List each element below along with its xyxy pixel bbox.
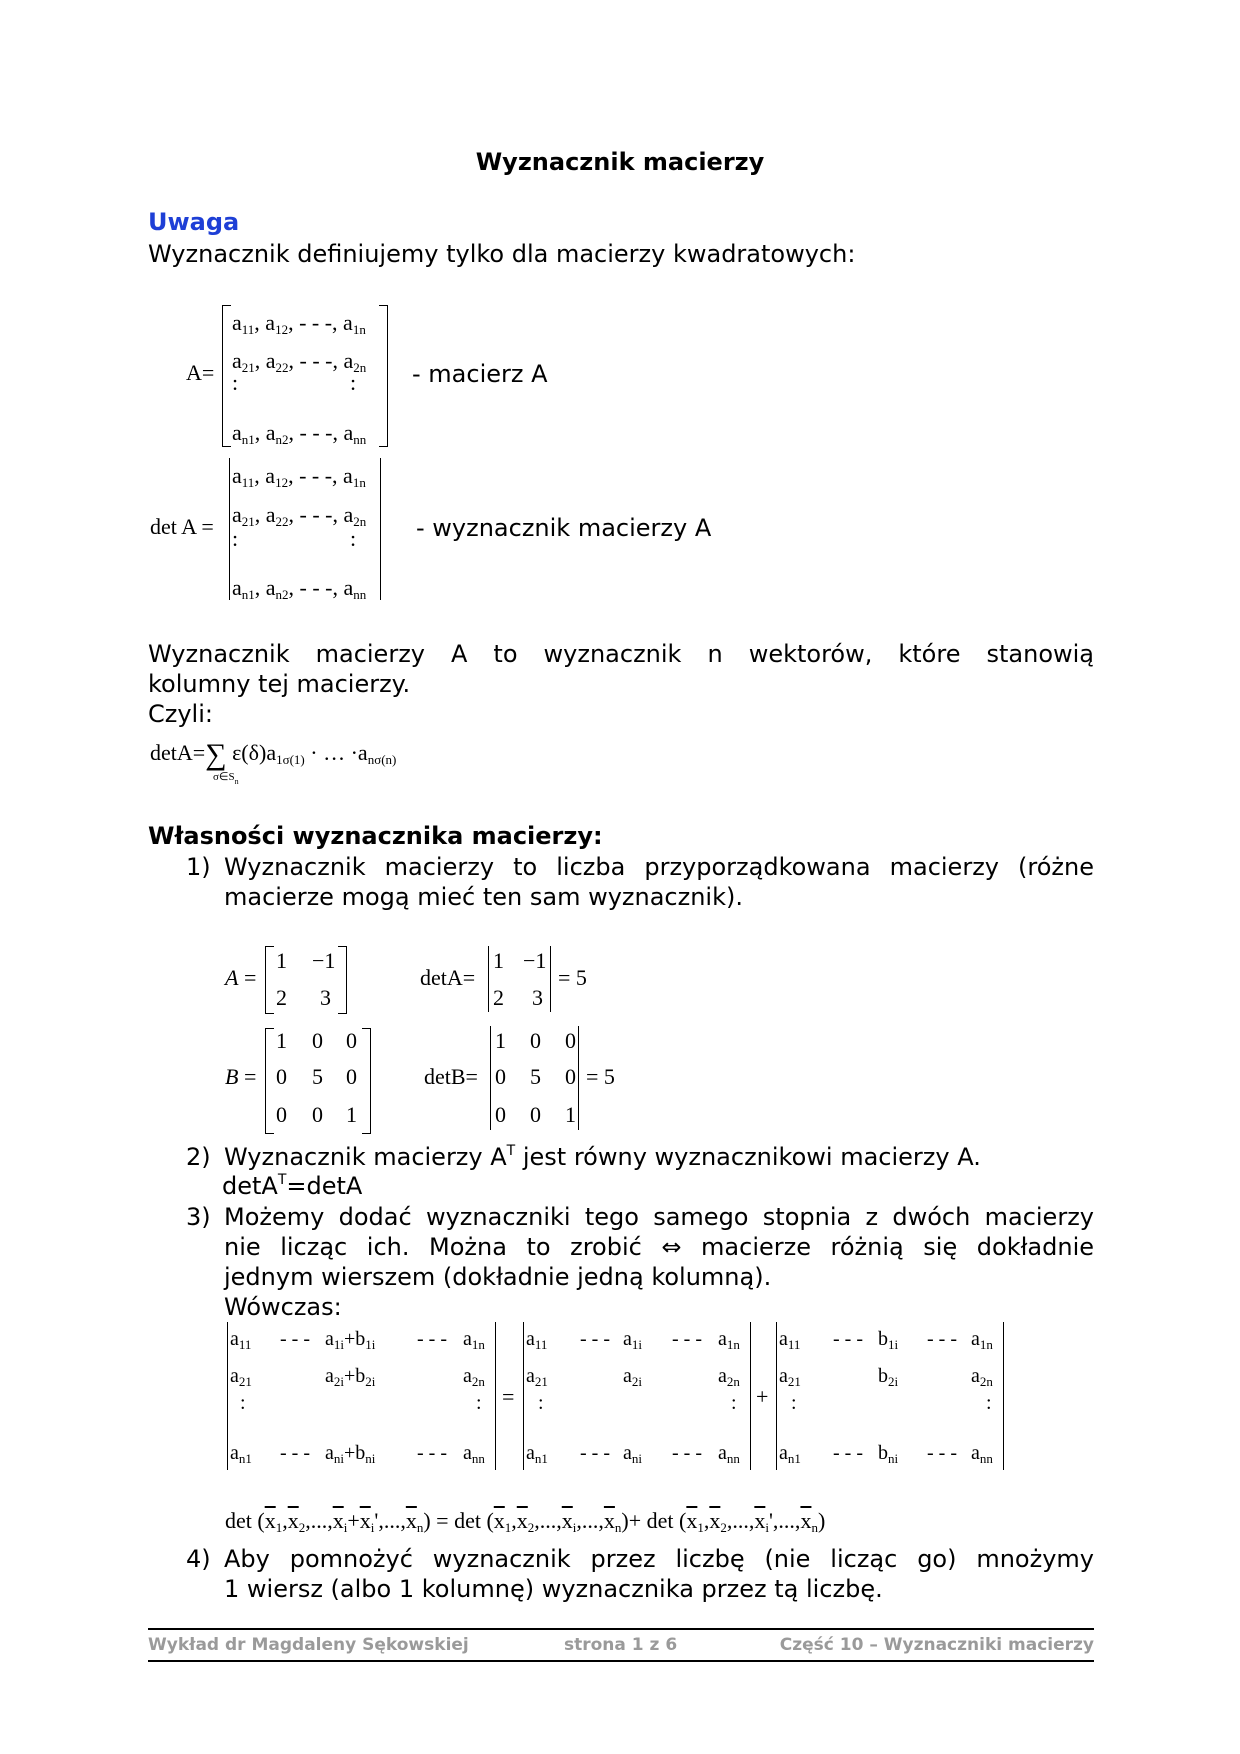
sum-det-1-cell: $a_{2i}+b_{2i}$	[325, 1365, 376, 1389]
definition-text: Wyznacznik macierzy A to wyznacznik n wektorów, które stanowią	[148, 640, 1094, 668]
ellipsis: - - -	[672, 1328, 702, 1350]
example-det-a-cell: 3	[532, 985, 543, 1010]
example-det-a-left-bar	[488, 946, 489, 1012]
sum-det-2-cell: $a_{11}$	[526, 1328, 548, 1352]
det-a-row-2: $a_{21}$, $a_{22}$, - - -, $a_{2n}$	[232, 502, 367, 529]
example-det-b-cell: 0	[495, 1064, 506, 1089]
czyli-label: Czyli:	[148, 700, 213, 728]
ellipsis: - - -	[417, 1328, 447, 1350]
example-b-cell: 1	[276, 1028, 287, 1053]
sum-det-2-cell: $a_{ni}$	[623, 1442, 643, 1466]
sum-det-1-right-bar	[495, 1322, 496, 1470]
ellipsis: - - -	[280, 1328, 310, 1350]
det-a-right-bar	[380, 458, 381, 600]
matrix-a-caption: - macierz A	[412, 360, 548, 388]
sum-det-1-cell: $a_{n1}$	[230, 1442, 252, 1466]
footer-page-number: strona 1 z 6	[564, 1635, 678, 1655]
sum-det-1-cell: $a_{nn}$	[463, 1442, 485, 1466]
sum-det-1-cell: $a_{1i}+b_{1i}$	[325, 1328, 376, 1352]
sum-det-3-cell: $b_{2i}$	[878, 1365, 899, 1389]
example-det-b-cell: 1	[495, 1028, 506, 1053]
page-footer	[148, 1628, 1094, 1662]
vector-sum-formula: $\det (\overline{x}_1,\overline{x}_2,...,\overline{x}_i+\overline{x}_i',...,\overline{x}_n) = \det (\overline{x}_1,\overline{x}_2,...,\overline{x}_i,...,\overline{x}_n)+ \det (\overline{x}_1,\overline{x}_2,...,\overline{x}_i',...,\overline{x}_n)$	[225, 1508, 826, 1535]
note-heading: Uwaga	[148, 208, 240, 236]
sum-det-3-cell: $a_{nn}$	[971, 1442, 993, 1466]
sum-det-1-cell: $a_{1n}$	[463, 1328, 485, 1352]
properties-heading: Własności wyznacznika macierzy:	[148, 822, 603, 850]
sum-det-3-right-bar	[1003, 1322, 1004, 1470]
page-title: Wyznacznik macierzy	[475, 148, 765, 176]
ellipsis: - - -	[833, 1442, 863, 1464]
matrix-a-vdots-right: :	[350, 370, 357, 395]
example-det-b-label: detB=	[424, 1064, 478, 1089]
sum-det-3-left-bar	[776, 1322, 777, 1470]
ellipsis: - - -	[672, 1442, 702, 1464]
property-3-line-4: Wówczas:	[224, 1293, 342, 1321]
example-det-a-cell: 1	[493, 948, 504, 973]
sum-det-1-cell: $a_{2n}$	[463, 1365, 485, 1389]
sum-det-3-cell: $a_{11}$	[779, 1328, 801, 1352]
sum-det-3-cell: $a_{n1}$	[779, 1442, 801, 1466]
matrix-a-vdots-left: :	[232, 370, 239, 395]
example-a-label: A =	[225, 965, 257, 990]
det-a-vdots-left: :	[232, 526, 239, 551]
example-det-a-label: detA=	[420, 965, 476, 990]
example-det-b-cell: 0	[495, 1102, 506, 1127]
equals-sign: =	[502, 1384, 515, 1409]
matrix-a-row-n: $a_{n1}$, $a_{n2}$, - - -, $a_{nn}$	[232, 420, 367, 447]
sum-det-2-cell: $a_{2i}$	[623, 1365, 643, 1389]
example-a-cell: −1	[312, 948, 336, 973]
ellipsis: - - -	[580, 1442, 610, 1464]
matrix-a-row-2: $a_{21}$, $a_{22}$, - - -, $a_{2n}$	[232, 348, 367, 375]
example-det-b-cell: 0	[530, 1102, 541, 1127]
sum-det-3-cell: $b_{1i}$	[878, 1328, 899, 1352]
vdots: :	[476, 1392, 482, 1414]
det-sum-subscript: $\sigma\in S_n$	[213, 771, 239, 786]
example-b-cell: 0	[276, 1102, 287, 1127]
sum-det-1-row-1: $a_{11}$	[230, 1328, 252, 1352]
example-b-left-bracket	[265, 1028, 274, 1134]
ellipsis: - - -	[280, 1442, 310, 1464]
sum-det-2-left-bar	[523, 1322, 524, 1470]
footer-author: Wykład dr Magdaleny Sękowskiej	[148, 1635, 469, 1655]
det-a-row-n: $a_{n1}$, $a_{n2}$, - - -, $a_{nn}$	[232, 575, 367, 602]
sum-det-3-cell: $b_{ni}$	[878, 1442, 899, 1466]
definition-text-2: kolumny tej macierzy.	[148, 670, 411, 698]
sum-det-3-cell: $a_{1n}$	[971, 1328, 993, 1352]
ellipsis: - - -	[927, 1328, 957, 1350]
note-text: Wyznacznik definiujemy tylko dla macierzy kwadratowych:	[148, 240, 856, 268]
sum-det-2-cell: $a_{nn}$	[718, 1442, 740, 1466]
property-2-line-2: detA$^T$=detA	[222, 1172, 363, 1200]
example-a-right-bracket	[338, 946, 347, 1014]
sum-det-2-cell: $a_{21}$	[526, 1365, 548, 1389]
sum-det-2-cell: $a_{1n}$	[718, 1328, 740, 1352]
example-det-b-cell: 5	[530, 1064, 541, 1089]
matrix-a-row-1: $a_{11}$, $a_{12}$, - - -, $a_{1n}$	[232, 310, 366, 337]
det-a-label: det A =	[150, 514, 214, 539]
example-b-label: B =	[225, 1064, 257, 1089]
matrix-a-right-bracket	[379, 305, 388, 447]
sum-det-3-cell: $a_{21}$	[779, 1365, 801, 1389]
sum-det-2-cell: $a_{2n}$	[718, 1365, 740, 1389]
sum-det-2-cell: $a_{1i}$	[623, 1328, 643, 1352]
vdots: :	[986, 1392, 992, 1414]
det-sum-formula: detA=∑ $\varepsilon(\delta)a_{1\sigma(1)}$ · … $\cdot a_{n\sigma(n)}$	[150, 738, 397, 771]
example-a-left-bracket	[265, 946, 274, 1014]
example-det-a-cell: 2	[493, 985, 504, 1010]
property-3-line-3: jednym wierszem (dokładnie jedną kolumną).	[224, 1263, 772, 1291]
det-a-caption: - wyznacznik macierzy A	[416, 514, 712, 542]
example-b-cell: 1	[346, 1102, 357, 1127]
example-det-b-result: = 5	[586, 1064, 615, 1089]
vdots: :	[538, 1392, 544, 1414]
plus-sign: +	[756, 1384, 769, 1409]
matrix-a-left-bracket	[222, 305, 231, 447]
example-det-b-cell: 1	[565, 1102, 576, 1127]
ellipsis: - - -	[833, 1328, 863, 1350]
example-det-b-cell: 0	[530, 1028, 541, 1053]
sum-det-1-cell: $a_{21}$	[230, 1365, 252, 1389]
vdots: :	[240, 1392, 246, 1414]
example-a-cell: 1	[276, 948, 287, 973]
example-b-cell: 0	[346, 1028, 357, 1053]
example-det-a-result: = 5	[558, 965, 587, 990]
example-det-b-left-bar	[490, 1026, 491, 1130]
property-1-line-2: macierze mogą mieć ten sam wyznacznik).	[224, 883, 743, 911]
example-a-cell: 2	[276, 985, 287, 1010]
example-b-right-bracket	[362, 1028, 371, 1134]
example-b-cell: 0	[346, 1064, 357, 1089]
ellipsis: - - -	[417, 1442, 447, 1464]
det-a-row-1: $a_{11}$, $a_{12}$, - - -, $a_{1n}$	[232, 463, 366, 490]
footer-section: Część 10 – Wyznaczniki macierzy	[779, 1635, 1094, 1655]
property-3-number: 3)	[186, 1203, 211, 1231]
example-det-a-right-bar	[550, 946, 551, 1012]
example-det-a-cell: −1	[523, 948, 547, 973]
det-a-vdots-right: :	[350, 526, 357, 551]
example-a-cell: 3	[320, 985, 331, 1010]
property-4-line-1: Aby pomnożyć wyznacznik przez liczbę (nie licząc go) mnożymy	[224, 1545, 1094, 1573]
sum-det-1-left-bar	[227, 1322, 228, 1470]
example-det-b-right-bar	[578, 1026, 579, 1130]
property-3-line-2: nie licząc ich. Można to zrobić ⇔ macierze różnią się dokładnie	[224, 1233, 1094, 1261]
ellipsis: - - -	[580, 1328, 610, 1350]
example-det-b-cell: 0	[565, 1028, 576, 1053]
example-b-cell: 5	[312, 1064, 323, 1089]
ellipsis: - - -	[927, 1442, 957, 1464]
example-det-b-cell: 0	[565, 1064, 576, 1089]
sum-det-3-cell: $a_{2n}$	[971, 1365, 993, 1389]
property-2-number: 2)	[186, 1143, 211, 1171]
sum-det-1-cell: $a_{ni}+b_{ni}$	[325, 1442, 376, 1466]
sum-det-2-right-bar	[750, 1322, 751, 1470]
example-b-cell: 0	[312, 1102, 323, 1127]
example-b-cell: 0	[312, 1028, 323, 1053]
det-a-left-bar	[229, 458, 230, 600]
example-b-cell: 0	[276, 1064, 287, 1089]
property-4-number: 4)	[186, 1545, 211, 1573]
property-4-line-2: 1 wiersz (albo 1 kolumnę) wyznacznika przez tą liczbę.	[224, 1575, 883, 1603]
sum-det-2-cell: $a_{n1}$	[526, 1442, 548, 1466]
property-1-number: 1)	[186, 853, 211, 881]
matrix-a-label: A=	[186, 360, 215, 385]
property-2-line-1: Wyznacznik macierzy $A^T$ jest równy wyznacznikowi macierzy A.	[224, 1143, 981, 1171]
property-3-line-1: Możemy dodać wyznaczniki tego samego stopnia z dwóch macierzy	[224, 1203, 1094, 1231]
vdots: :	[731, 1392, 737, 1414]
vdots: :	[791, 1392, 797, 1414]
property-1-line-1: Wyznacznik macierzy to liczba przyporządkowana macierzy (różne	[224, 853, 1094, 881]
